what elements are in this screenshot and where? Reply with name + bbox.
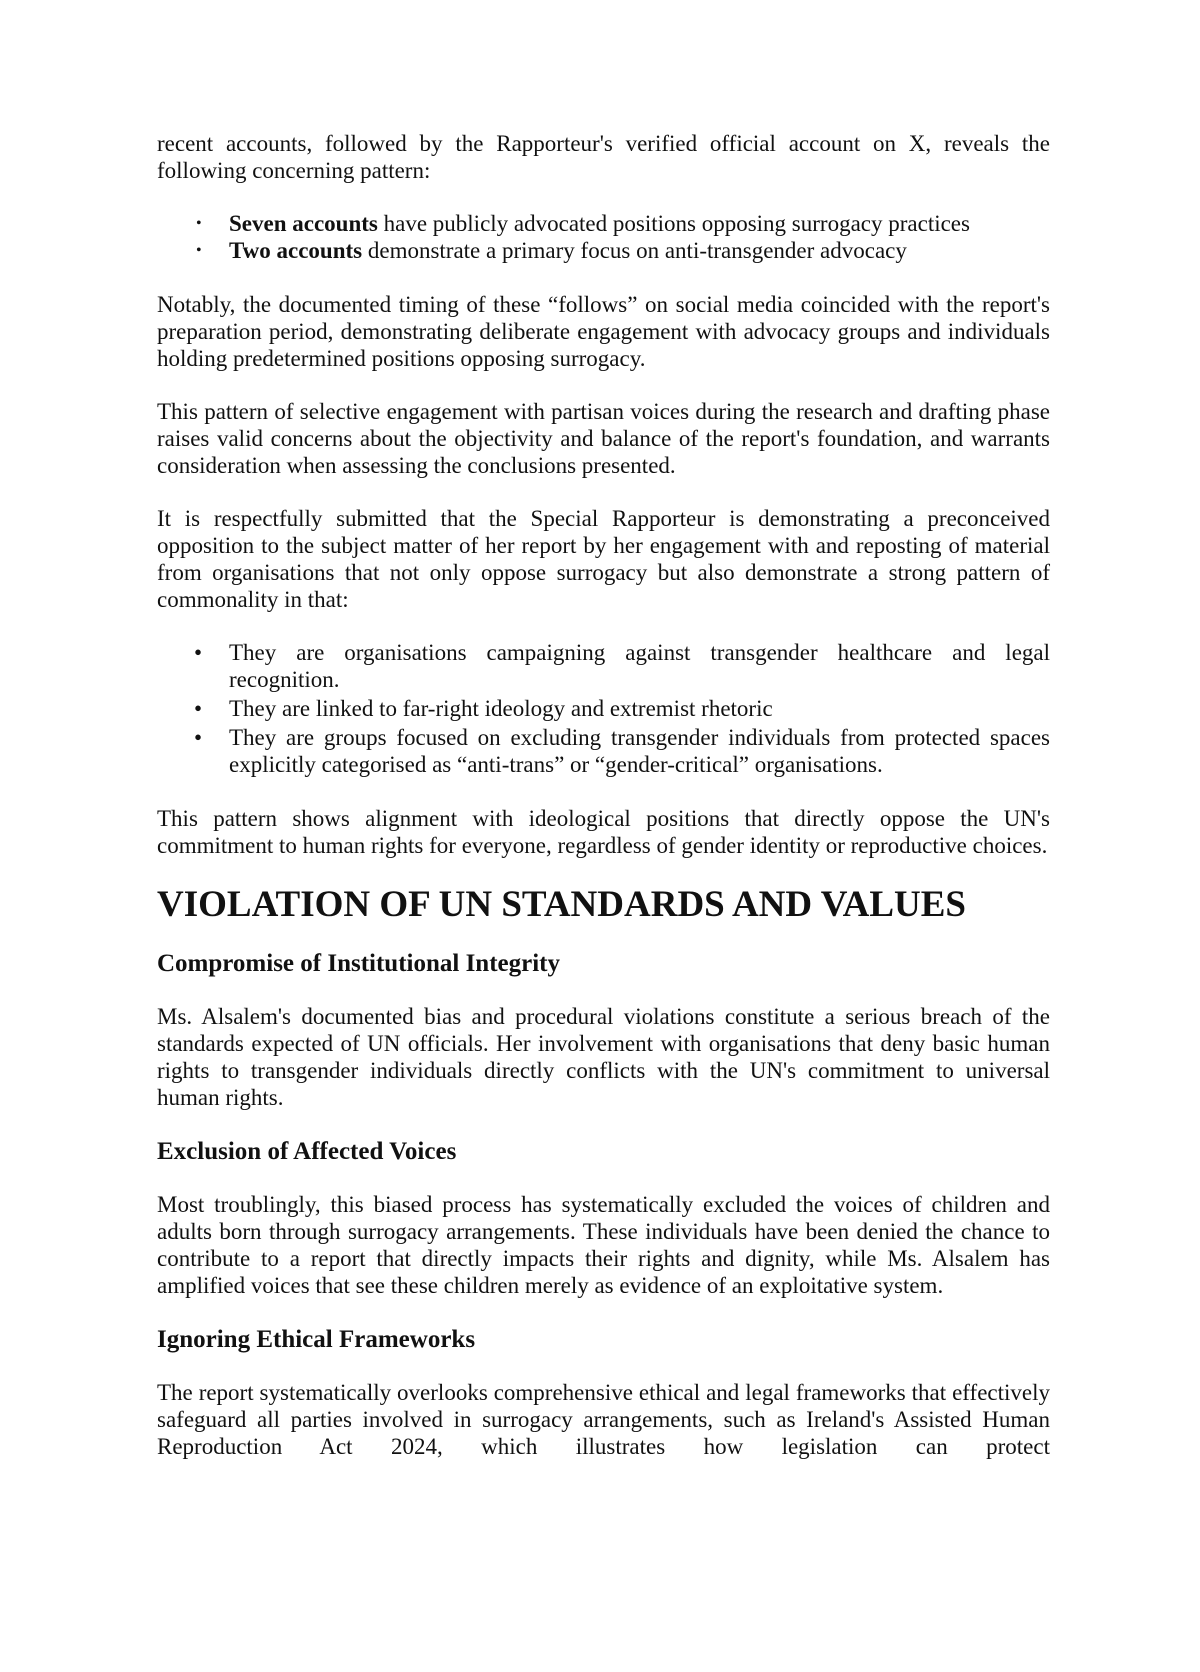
subsection-heading-integrity: Compromise of Institutional Integrity [157,950,561,977]
bullet-text: They are groups focused on excluding transgender individuals from protected spaces explicitly categorised as “anti-trans” or “gender-critical” organisations. [229,725,1050,777]
timing-paragraph: Notably, the documented timing of these “follows” on social media coincided with the report's preparation period, demonstrating deliberate engagement with advocacy groups and individuals holding predetermined positions opposing surrogacy. [157,292,1050,371]
list-item [157,639,1050,693]
list-item [157,724,1050,778]
subsection-body-ethics: The report systematically overlooks comprehensive ethical and legal frameworks that effectively safeguard all parties involved in surrogacy arrangements, such as Ireland's Assisted Human Reproduction Act 2024, which illustrates how legislation can protect [157,1380,1050,1459]
alignment-paragraph: This pattern shows alignment with ideological positions that directly oppose the UN's commitment to human rights for everyone, regardless of gender identity or reproductive choices. [157,806,1050,858]
bullet-text: They are linked to far-right ideology and extremist rhetoric [229,696,773,721]
bullet-bold-text: Two accounts [229,238,363,263]
list-item [157,237,1050,264]
account-bullet-list [157,210,1050,264]
commonality-bullet-list [157,639,1050,778]
bullet-icon: • [196,215,202,232]
bullet-text: have publicly advocated positions opposing surrogacy practices [377,211,970,236]
list-item [157,695,1050,722]
list-item [157,210,1050,237]
bullet-bold-text: Seven accounts [229,211,378,236]
bullet-icon: • [196,242,202,259]
subsection-heading-voices: Exclusion of Affected Voices [157,1138,457,1165]
bullet-text: demonstrate a primary focus on anti-transgender advocacy [362,238,907,263]
section-title: VIOLATION OF UN STANDARDS AND VALUES [157,884,967,925]
bullet-icon: • [194,640,203,665]
document-page [157,130,1050,1460]
pattern-paragraph: This pattern of selective engagement with partisan voices during the research and drafting phase raises valid concerns about the objectivity and balance of the report's foundation, and warrants consideration when assessing the conclusions presented. [157,399,1050,478]
submission-paragraph: It is respectfully submitted that the Special Rapporteur is demonstrating a preconceived opposition to the subject matter of her report by her engagement with and reposting of material from organisations that not only oppose surrogacy but also demonstrate a strong pattern of commonality in that: [157,506,1050,612]
subsection-heading-ethics: Ignoring Ethical Frameworks [157,1326,476,1353]
bullet-icon: • [194,696,203,721]
subsection-body-integrity: Ms. Alsalem's documented bias and procedural violations constitute a serious breach of the standards expected of UN officials. Her involvement with organisations that deny basic human rights to transgender individuals directly conflicts with the UN's commitment to universal human rights. [157,1004,1050,1110]
bullet-icon: • [194,725,203,750]
bullet-text: They are organisations campaigning against transgender healthcare and legal recognition. [229,640,1050,692]
intro-paragraph: recent accounts, followed by the Rapporteur's verified official account on X, reveals the following concerning pattern: [157,131,1050,183]
subsection-body-voices: Most troublingly, this biased process has systematically excluded the voices of children and adults born through surrogacy arrangements. These individuals have been denied the chance to contribute to a report that directly impacts their rights and dignity, while Ms. Alsalem has amplified voices that see these children merely as evidence of an exploitative system. [157,1192,1050,1298]
